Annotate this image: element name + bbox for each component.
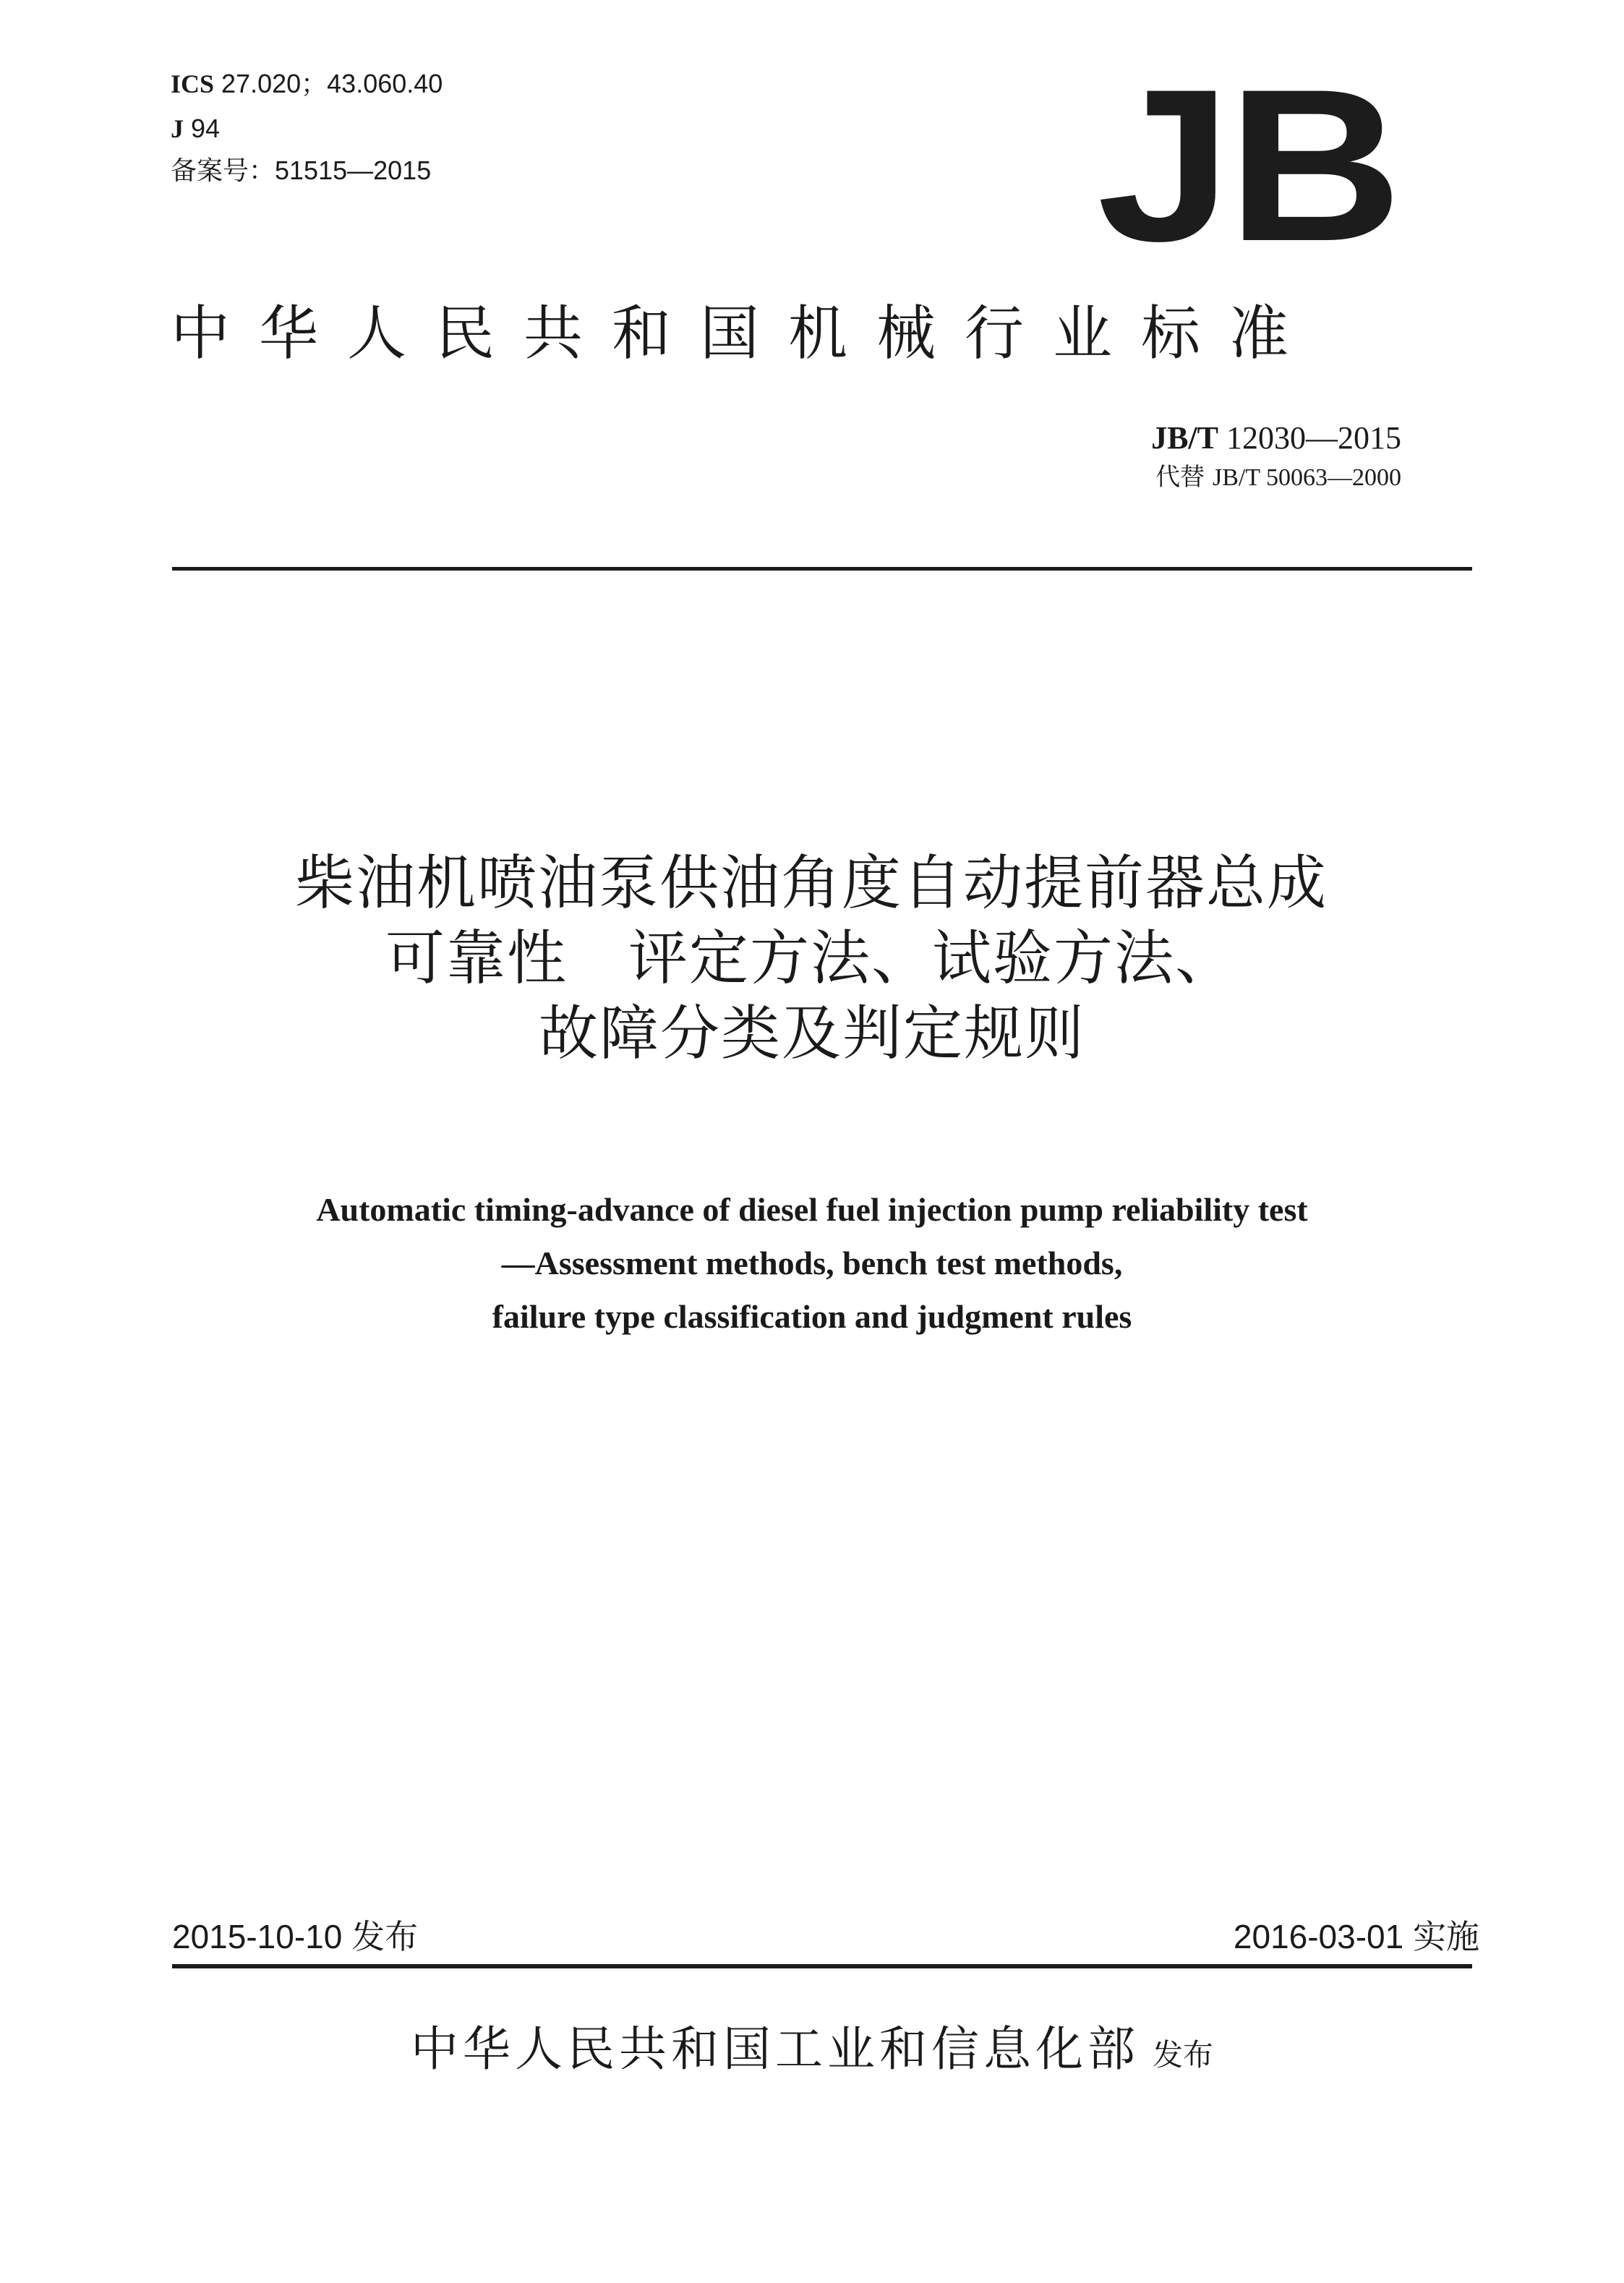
title-en-line1: Automatic timing-advance of diesel fuel injection pump reliability test: [316, 1191, 1308, 1228]
replaces-note: [1151, 461, 1401, 494]
title-zh-line2: 可靠性 评定方法、试验方法、: [385, 924, 1236, 993]
top-divider: [172, 567, 1472, 571]
ics-value: 27.020；43.060.40: [221, 69, 443, 98]
publisher-name: 中华人民共和国工业和信息化部: [410, 2021, 1140, 2077]
issue-date-value: 2015-10-10: [172, 1918, 343, 1955]
record-label: 备案号：: [171, 155, 275, 185]
standard-title: 中华人民共和国机械行业标准: [171, 299, 1318, 368]
bottom-divider: [172, 1964, 1472, 1968]
ccs-label: J: [171, 114, 184, 143]
ccs-code: [171, 114, 220, 143]
publisher-suffix: 发布: [1152, 2037, 1213, 2073]
ccs-value: 94: [191, 114, 221, 143]
record-value: 51515—2015: [275, 155, 432, 185]
title-zh-line3: 故障分类及判定规则: [538, 999, 1085, 1068]
impl-date-label: 实施: [1413, 1917, 1479, 1956]
standard-code-number: 12030—2015: [1226, 420, 1401, 456]
replaces-value: JB/T 50063—2000: [1212, 464, 1401, 491]
document-title-zh: [0, 846, 1624, 1072]
title-en-line3: failure type classification and judgment rules: [492, 1298, 1132, 1335]
replaces-label: 代替: [1155, 463, 1205, 492]
ics-label: ICS: [171, 69, 215, 98]
publisher: [0, 2010, 1624, 2079]
impl-date-value: 2016-03-01: [1233, 1918, 1404, 1955]
implementation-date: [1234, 1916, 1479, 1957]
ics-code: [171, 69, 443, 98]
title-en-line2: —Assessment methods, bench test methods,: [501, 1245, 1123, 1281]
issue-date-label: 发布: [351, 1917, 419, 1956]
standard-code-prefix: JB/T: [1151, 420, 1218, 456]
issue-date: [172, 1916, 418, 1957]
document-title-en: [0, 1183, 1624, 1344]
record-number: [171, 156, 431, 185]
title-zh-line1: 柴油机喷油泵供油角度自动提前器总成: [294, 849, 1328, 918]
jb-logo: JB: [1096, 43, 1398, 286]
standard-code: [1151, 419, 1401, 494]
